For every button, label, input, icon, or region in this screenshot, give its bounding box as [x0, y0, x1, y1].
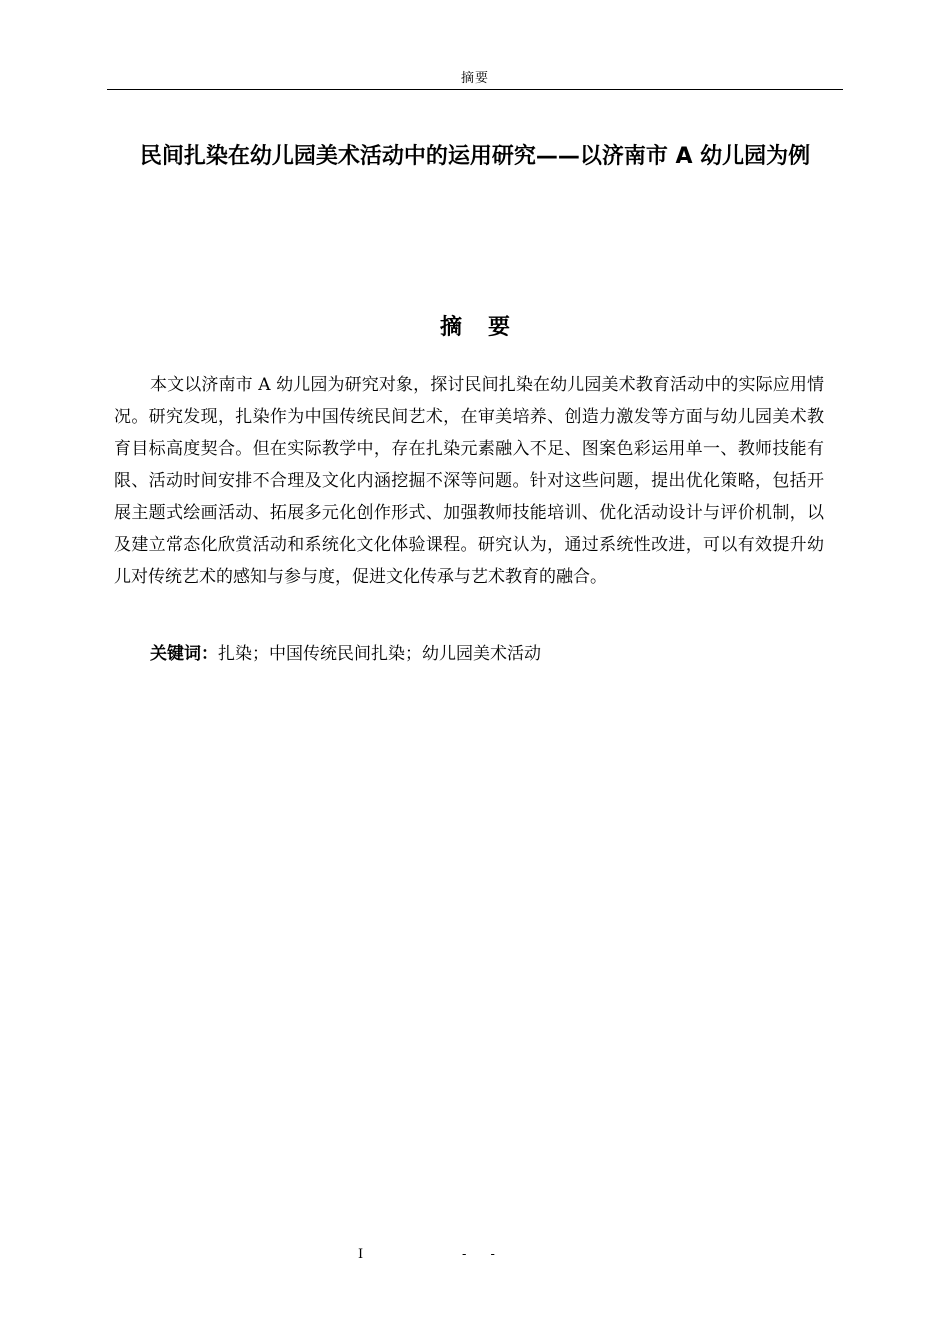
- thesis-title: 民间扎染在幼儿园美术活动中的运用研究——以济南市 A 幼儿园为例: [139, 144, 811, 169]
- keywords-label: 关键词：: [150, 644, 218, 664]
- header-rule: [107, 89, 843, 90]
- abstract-heading: 摘要: [439, 315, 536, 340]
- abstract-body: 本文以济南市 A 幼儿园为研究对象，探讨民间扎染在幼儿园美术教育活动中的实际应用情况。研究发现，扎染作为中国传统民间艺术，在审美培养、创造力激发等方面与幼儿园美术教育目标高度契合。但在实际教学中，存在扎染元素融入不足、图案色彩运用单一、教师技能有限、活动时间安排不合理及文化内涵挖掘不深等问题。针对这些问题，提出优化策略，包括开展主题式绘画活动、拓展多元化创作形式、加强教师技能培训、优化活动设计与评价机制，以及建立常态化欣赏活动和系统化文化体验课程。研究认为，通过系统性改进，可以有效提升幼儿对传统艺术的感知与参与度，促进文化传承与艺术教育的融合。: [114, 375, 824, 587]
- page-number: I: [358, 1247, 364, 1262]
- keywords-value: 扎染；中国传统民间扎染；幼儿园美术活动: [218, 644, 541, 664]
- keywords-line: [150, 639, 830, 669]
- footer-marks: - -: [462, 1247, 505, 1262]
- running-header: 摘要: [460, 71, 489, 86]
